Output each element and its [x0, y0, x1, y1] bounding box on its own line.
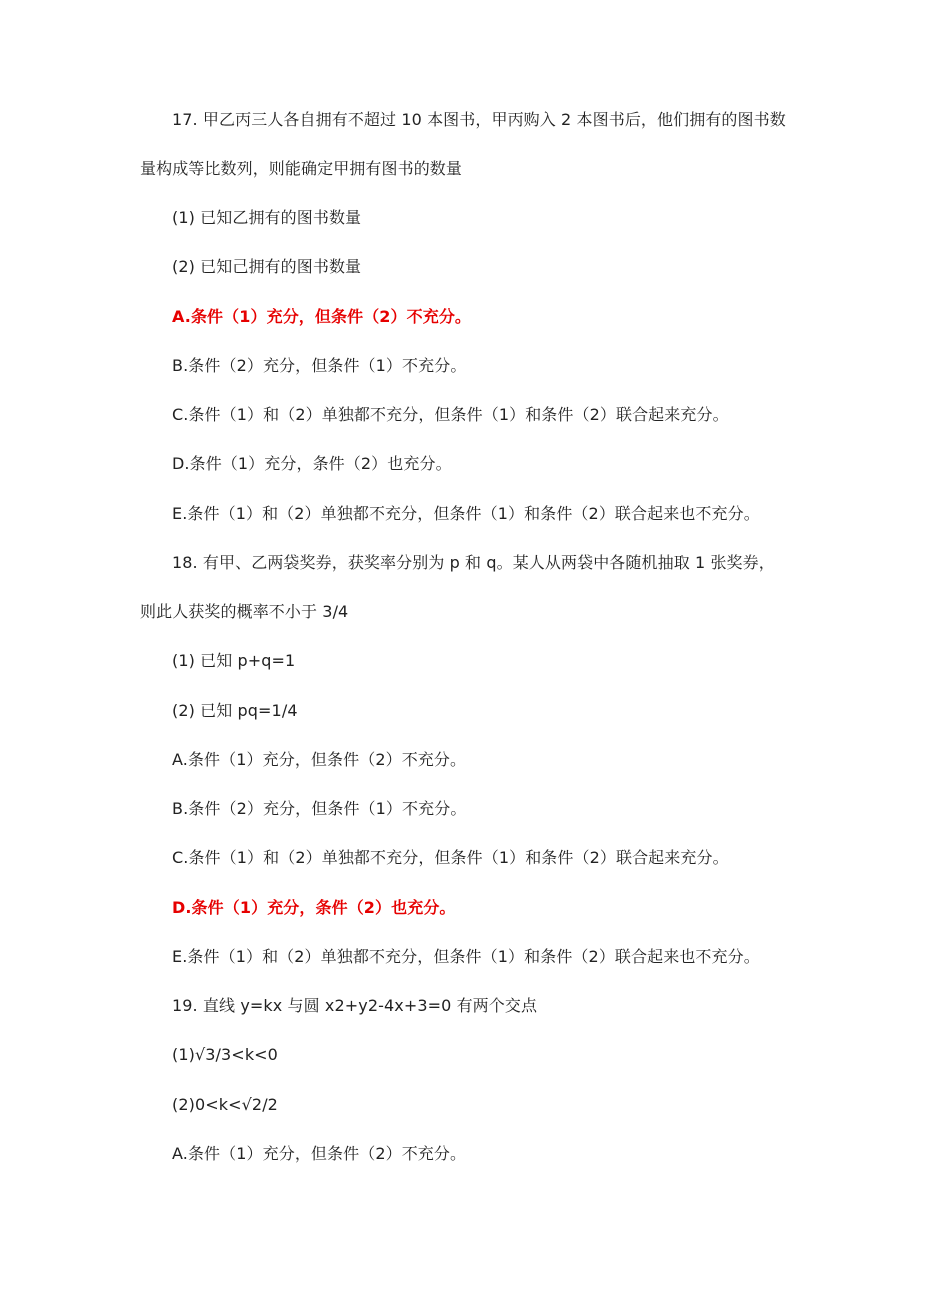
q18-option-e: E.条件（1）和（2）单独都不充分，但条件（1）和条件（2）联合起来也不充分。 — [172, 947, 760, 966]
q18-option-c: C.条件（1）和（2）单独都不充分，但条件（1）和条件（2）联合起来充分。 — [172, 848, 729, 867]
q18-option-d-answer: D.条件（1）充分，条件（2）也充分。 — [172, 898, 456, 917]
q17-option-a-answer: A.条件（1）充分，但条件（2）不充分。 — [172, 307, 472, 326]
q19-stem-line1: 19. 直线 y=kx 与圆 x2+y2-4x+3=0 有两个交点 — [172, 996, 538, 1015]
q18-stem-line1: 18. 有甲、乙两袋奖券，获奖率分别为 p 和 q。某人从两袋中各随机抽取 1 张奖券， — [172, 553, 775, 572]
q19-condition-1: (1)√3/3<k<0 — [172, 1045, 278, 1064]
q17-stem-line1: 17. 甲乙丙三人各自拥有不超过 10 本图书，甲丙购入 2 本图书后，他们拥有的图书数 — [172, 110, 786, 129]
q19-option-a: A.条件（1）充分，但条件（2）不充分。 — [172, 1144, 467, 1163]
q18-option-a: A.条件（1）充分，但条件（2）不充分。 — [172, 750, 467, 769]
q19-condition-2: (2)0<k<√2/2 — [172, 1095, 278, 1114]
q17-option-b: B.条件（2）充分，但条件（1）不充分。 — [172, 356, 467, 375]
q17-option-e: E.条件（1）和（2）单独都不充分，但条件（1）和条件（2）联合起来也不充分。 — [172, 504, 760, 523]
q18-option-b: B.条件（2）充分，但条件（1）不充分。 — [172, 799, 467, 818]
q17-condition-2: (2) 已知己拥有的图书数量 — [172, 257, 362, 276]
q18-stem-line2: 则此人获奖的概率不小于 3/4 — [140, 602, 349, 621]
q18-condition-2: (2) 已知 pq=1/4 — [172, 701, 298, 720]
q17-option-d: D.条件（1）充分，条件（2）也充分。 — [172, 454, 452, 473]
q17-option-c: C.条件（1）和（2）单独都不充分，但条件（1）和条件（2）联合起来充分。 — [172, 405, 729, 424]
q17-stem-line2: 量构成等比数列，则能确定甲拥有图书的数量 — [140, 159, 463, 178]
q17-condition-1: (1) 已知乙拥有的图书数量 — [172, 208, 362, 227]
q18-condition-1: (1) 已知 p+q=1 — [172, 651, 296, 670]
